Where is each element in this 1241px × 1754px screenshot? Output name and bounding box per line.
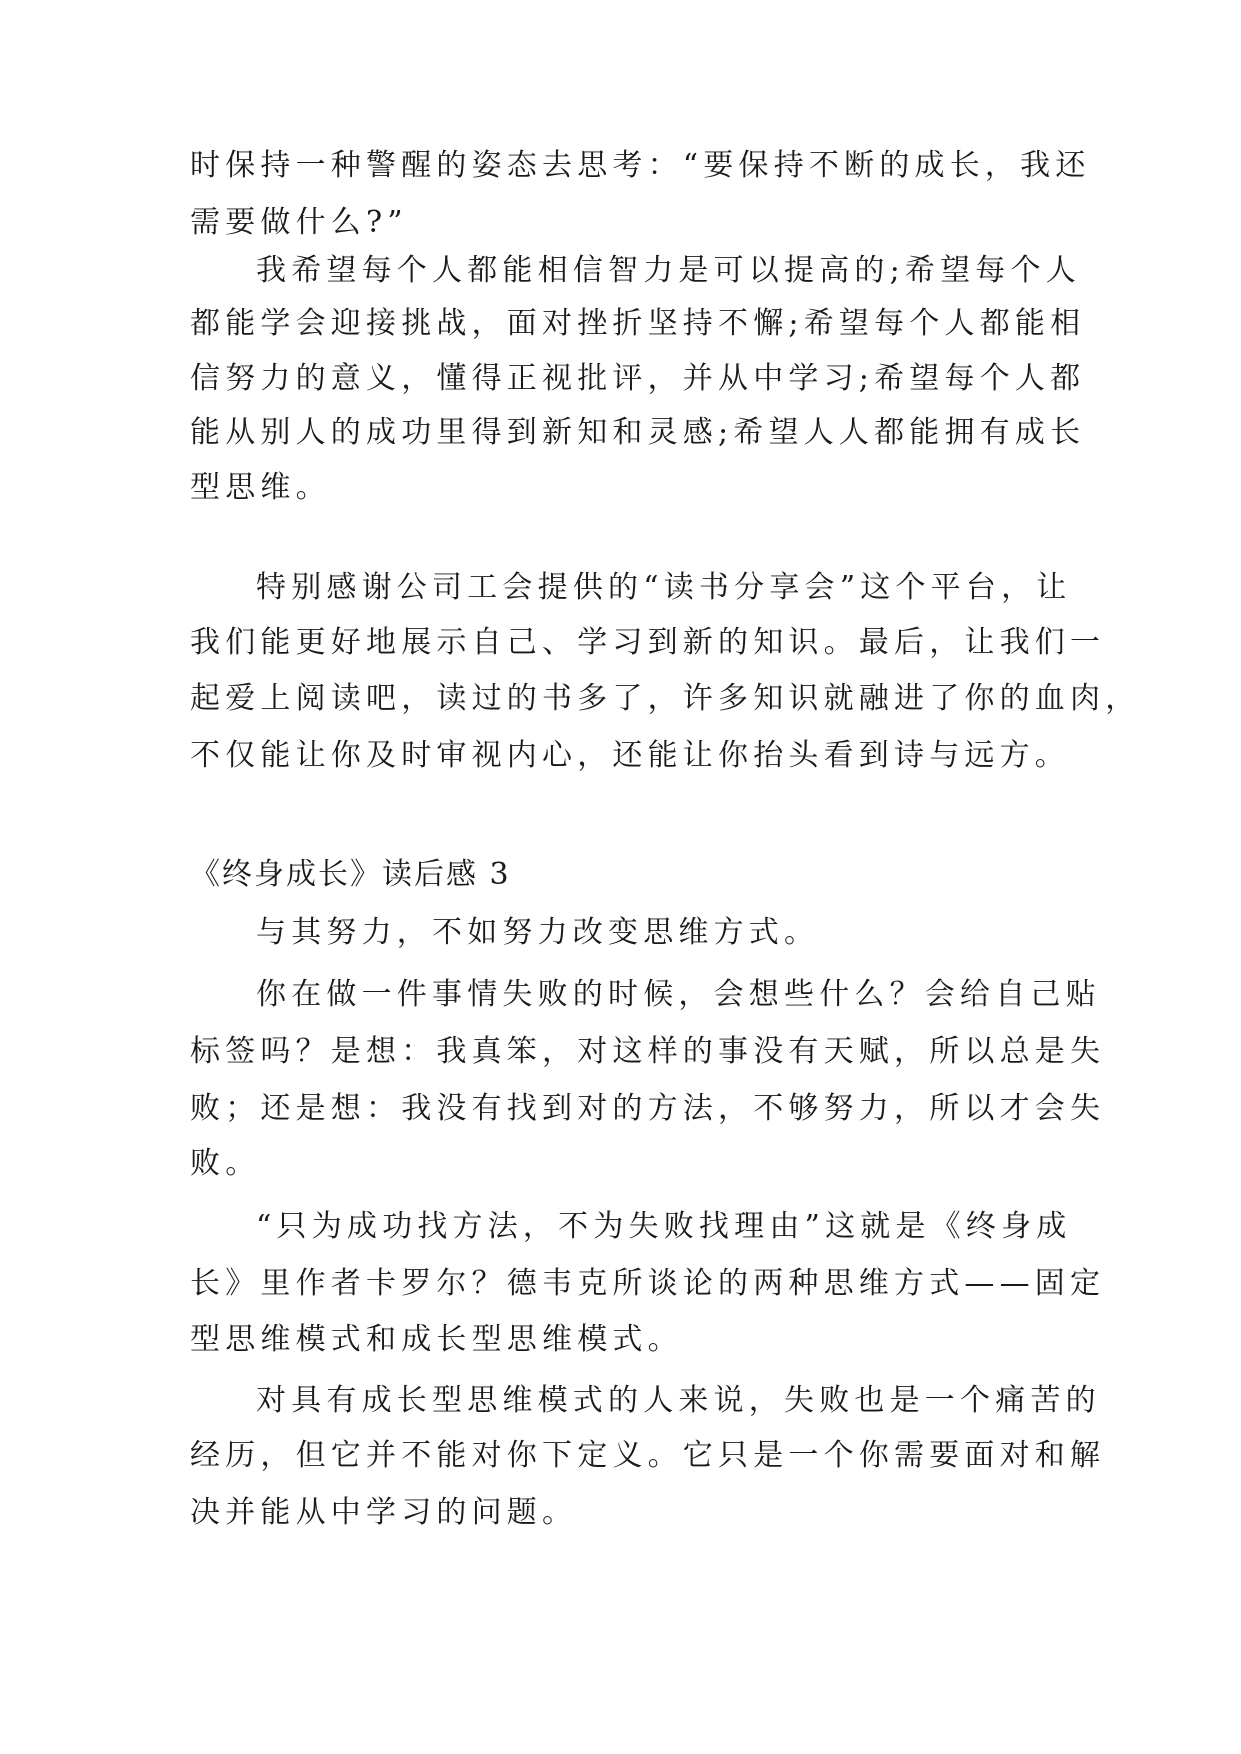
paragraph-line: 对具有成长型思维模式的人来说，失败也是一个痛苦的 [256, 1383, 1101, 1418]
paragraph-line: 信努力的意义，懂得正视批评，并从中学习;希望每个人都 [190, 361, 1086, 396]
paragraph-line: 长》里作者卡罗尔？德韦克所谈论的两种思维方式——固定 [190, 1266, 1106, 1301]
paragraph-line: 都能学会迎接挑战，面对挫折坚持不懈;希望每个人都能相 [190, 306, 1086, 341]
paragraph-line: 标签吗？是想：我真笨，对这样的事没有天赋，所以总是失 [190, 1034, 1106, 1069]
paragraph-line: 败。 [190, 1146, 261, 1181]
section-title: 《终身成长》读后感 3 [190, 857, 511, 892]
paragraph-line: 不仅能让你及时审视内心，还能让你抬头看到诗与远方。 [190, 738, 1070, 773]
paragraph-line: 我们能更好地展示自己、学习到新的知识。最后，让我们一 [190, 625, 1106, 660]
paragraph-line: 我希望每个人都能相信智力是可以提高的;希望每个人 [256, 253, 1081, 288]
paragraph-line: 你在做一件事情失败的时候，会想些什么？会给自己贴 [256, 977, 1101, 1012]
paragraph-line: 经历，但它并不能对你下定义。它只是一个你需要面对和解 [190, 1438, 1106, 1473]
paragraph-line: 时保持一种警醒的姿态去思考：“要保持不断的成长，我还 [190, 148, 1091, 183]
paragraph-line: 特别感谢公司工会提供的“读书分享会”这个平台，让 [256, 570, 1072, 605]
paragraph-line: 型思维。 [190, 470, 331, 505]
paragraph-line: 能从别人的成功里得到新知和灵感;希望人人都能拥有成长 [190, 415, 1086, 450]
paragraph-line: 需要做什么?” [190, 205, 408, 240]
paragraph-line: “只为成功找方法，不为失败找理由”这就是《终身成 [256, 1209, 1072, 1244]
paragraph-line: 型思维模式和成长型思维模式。 [190, 1322, 683, 1357]
paragraph-line: 起爱上阅读吧，读过的书多了，许多知识就融进了你的血肉， [190, 681, 1141, 716]
paragraph-line: 与其努力，不如努力改变思维方式。 [256, 915, 820, 950]
paragraph-line: 败；还是想：我没有找到对的方法，不够努力，所以才会失 [190, 1091, 1106, 1126]
paragraph-line: 决并能从中学习的问题。 [190, 1495, 578, 1530]
